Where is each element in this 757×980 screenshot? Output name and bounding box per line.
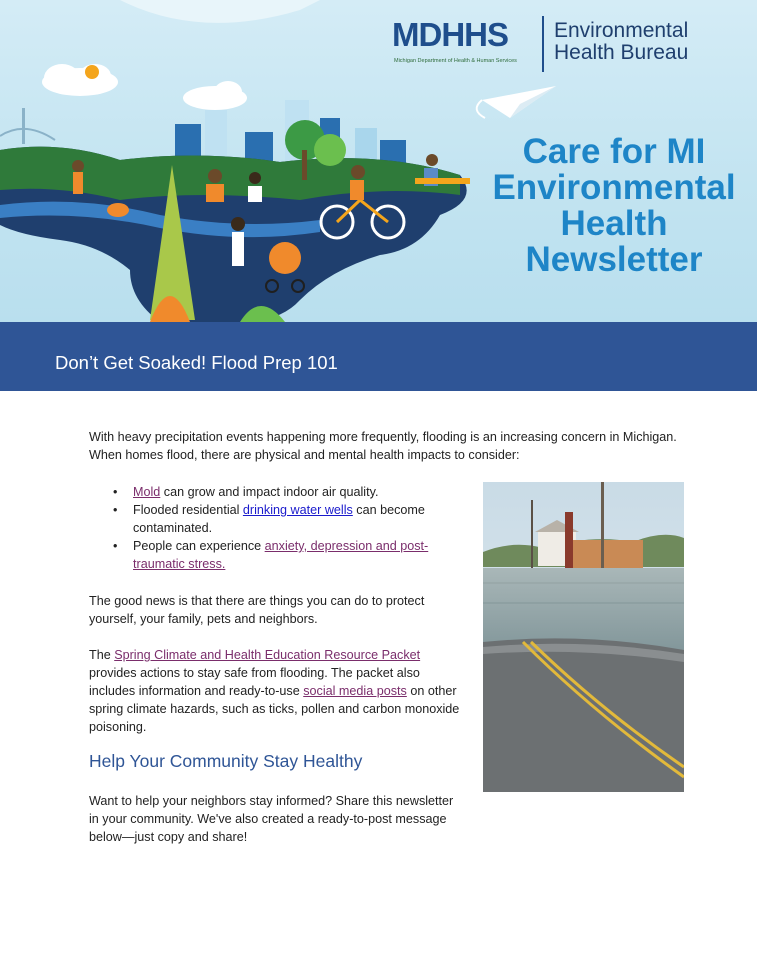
newsletter-title [478, 134, 750, 278]
resource-packet-link[interactable]: Spring Climate and Health Education Resource Packet [114, 648, 421, 662]
mold-link[interactable]: Mold [133, 485, 161, 499]
intro-paragraph: With heavy precipitation events happening more frequently, flooding is an increasing concern in Michigan. When homes flood, there are physical and mental health impacts to consider: [89, 430, 677, 462]
drinking-water-wells-link[interactable]: drinking water wells [242, 503, 353, 517]
title-line-1: Care for MI [522, 132, 706, 171]
list-item [110, 537, 460, 573]
packet-text: on other spring climate hazards, such as ticks, pollen and carbon monoxide poisoning. [89, 684, 460, 734]
bullet-icon: • [113, 539, 118, 553]
share-paragraph: Want to help your neighbors stay informed? Share this newsletter in your community. We've also created a ready-to-post message below—just copy and share! [89, 794, 454, 844]
bullet-text: can grow and impact indoor air quality. [160, 485, 379, 499]
title-line-4: Newsletter [525, 240, 703, 279]
section-title: Don’t Get Soaked! Flood Prep 101 [55, 352, 338, 373]
logo-text: MDHHS [392, 16, 508, 53]
packet-text: The [89, 648, 115, 662]
bullet-text: Flooded residential [133, 503, 243, 517]
bullet-icon: • [113, 503, 118, 517]
bullet-text: can become contaminated. [133, 503, 425, 535]
social-media-posts-link[interactable]: social media posts [303, 684, 407, 698]
list-item [110, 483, 460, 501]
mental-health-link[interactable]: anxiety, depression and post-traumatic stress. [133, 539, 429, 571]
logo-subtext: Michigan Department of Health & Human Services [394, 58, 517, 64]
good-news-paragraph: The good news is that there are things you can do to protect yourself, your family, pets and neighbors. [89, 594, 425, 626]
mdhhs-logo [392, 14, 722, 76]
impact-list [110, 483, 460, 573]
community-subheading: Help Your Community Stay Healthy [89, 751, 363, 771]
resource-packet-paragraph [89, 646, 461, 736]
bureau-name [554, 20, 688, 64]
newsletter-header-banner [0, 0, 757, 322]
bullet-text: People can experience [133, 539, 265, 553]
sun-icon [85, 65, 99, 79]
flooded-street-photo [483, 482, 684, 792]
title-line-2: Environmental [492, 168, 736, 207]
bureau-line-2: Health Bureau [554, 41, 689, 64]
flooded-street-image [483, 482, 684, 792]
title-line-3: Health [560, 204, 668, 243]
bureau-line-1: Environmental [554, 19, 689, 42]
bullet-icon: • [113, 485, 118, 499]
packet-text: provides actions to stay safe from flooding. The packet also includes information and ready-to-use [89, 666, 420, 698]
mdhhs-wordmark [392, 16, 508, 54]
logo-divider [542, 16, 544, 72]
list-item [110, 501, 460, 537]
